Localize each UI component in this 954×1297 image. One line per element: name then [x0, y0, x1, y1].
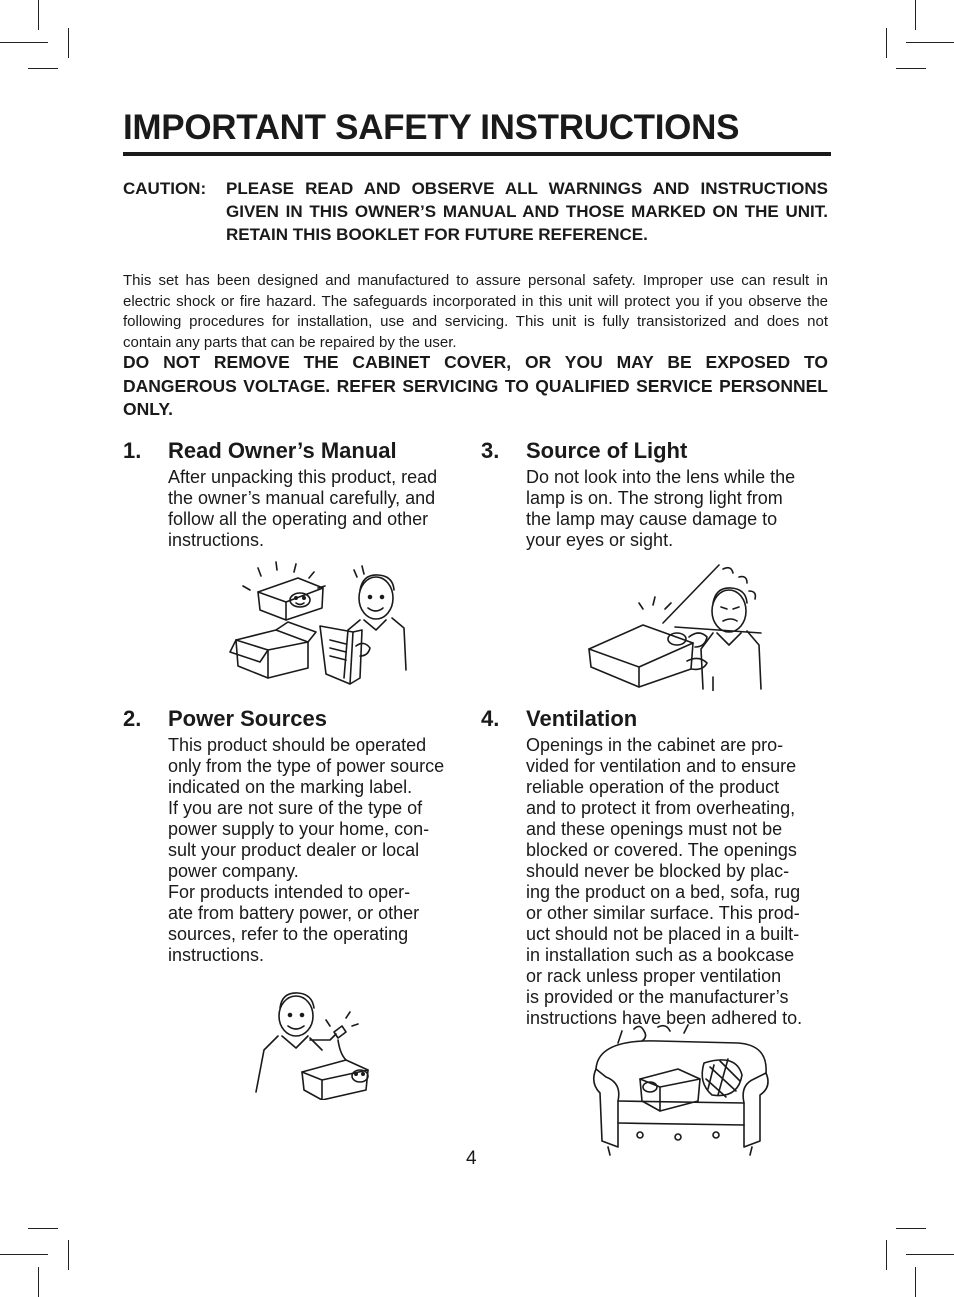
- source-of-light-illustration: [583, 563, 773, 691]
- section-heading: Source of Light: [526, 438, 688, 463]
- section-body: This product should be operated only from the type of power source indicated on the marking label. If you are not sure of the type of power supply to your home, con- sult your product dealer or local power company. For products intended to oper- ate from battery power, or other sources, refer to the operating instructions.: [168, 735, 445, 965]
- read-manual-illustration: [228, 560, 413, 685]
- crop-mark: [915, 1267, 916, 1297]
- crop-mark: [0, 42, 48, 43]
- crop-mark: [38, 0, 39, 30]
- caution-block: [123, 177, 828, 246]
- section-body: Openings in the cabinet are pro- vided for ventilation and to ensure reliable operation of the product and to protect it from overheating, and these openings must not be blocked or covered. The openings should never be blocked by plac- ing the product on a bed, sofa, rug or other similar surface. This prod- uct should not be placed in a built- in installation such as a bookcase or rack unless proper ventilation is provided or the manufacturer’s instructions have been adhered to.: [526, 735, 803, 1028]
- title-rule: [123, 152, 831, 156]
- crop-mark: [915, 0, 916, 30]
- warning-paragraph: DO NOT REMOVE THE CABINET COVER, OR YOU MAY BE EXPOSED TO DANGEROUS VOLTAGE. REFER SERVICING TO QUALIFIED SERVICE PERSONNEL ONLY.: [123, 352, 828, 419]
- intro-paragraph: This set has been designed and manufactured to assure personal safety. Improper use can result in electric shock or fire hazard. The safeguards incorporated in this unit will protect you if you observe the following procedures for installation, use and servicing. This unit is fully transistorized and does not contain any parts that can be repaired by the user.: [123, 272, 828, 351]
- section-number: 3.: [481, 438, 500, 463]
- power-sources-illustration: [250, 988, 380, 1100]
- crop-mark: [906, 42, 954, 43]
- crop-mark: [28, 68, 58, 69]
- section-number: 1.: [123, 438, 142, 463]
- section-heading: Power Sources: [168, 706, 327, 731]
- ventilation-illustration: [588, 1023, 773, 1158]
- crop-mark: [896, 68, 926, 69]
- crop-mark: [906, 1254, 954, 1255]
- crop-mark: [68, 1240, 69, 1270]
- section-body: Do not look into the lens while the lamp is on. The strong light from the lamp may cause damage to your eyes or sight.: [526, 467, 796, 550]
- crop-mark: [886, 1240, 887, 1270]
- section-body: After unpacking this product, read the owner’s manual carefully, and follow all the operating and other instructions.: [168, 467, 438, 550]
- crop-mark: [886, 28, 887, 58]
- caution-label: CAUTION:: [123, 179, 207, 198]
- section-heading: Read Owner’s Manual: [168, 438, 397, 463]
- crop-mark: [896, 1228, 926, 1229]
- crop-mark: [68, 28, 69, 58]
- crop-mark: [0, 1254, 48, 1255]
- page-number: 4: [466, 1148, 477, 1169]
- section-number: 2.: [123, 706, 142, 731]
- caution-text: PLEASE READ AND OBSERVE ALL WARNINGS AND INSTRUCTIONS GIVEN IN THIS OWNER’S MANUAL AND THOSE MARKED ON THE UNIT. RETAIN THIS BOOKLET FOR FUTURE REFERENCE.: [226, 179, 828, 244]
- crop-mark: [28, 1228, 58, 1229]
- section-heading: Ventilation: [526, 706, 638, 731]
- section-number: 4.: [481, 706, 500, 731]
- crop-mark: [38, 1267, 39, 1297]
- page-title: IMPORTANT SAFETY INSTRUCTIONS: [123, 108, 740, 147]
